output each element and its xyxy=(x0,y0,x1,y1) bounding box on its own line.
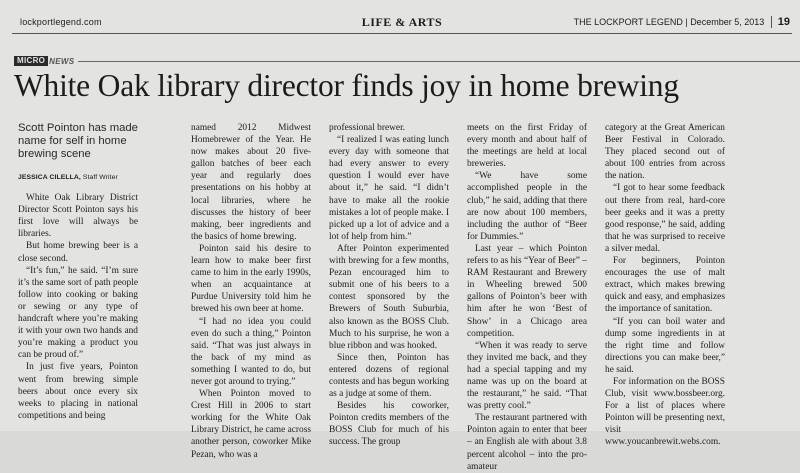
paragraph: category at the Great American Beer Festival in Colorado. They placed second out of about 100 entries from across the nation. xyxy=(605,123,725,182)
deck: Scott Pointon has made name for self in home brewing scene xyxy=(18,122,138,160)
paper-name: THE LOCKPORT LEGEND xyxy=(573,17,683,27)
column-1 xyxy=(18,122,138,422)
paragraph: Since then, Pointon has entered dozens of regional contests and has begun working as a judge at some of them. xyxy=(329,352,449,400)
article-body xyxy=(18,122,794,472)
paragraph: meets on the first Friday of every month and about half of the meetings are held at local breweries. xyxy=(467,123,587,170)
paragraph: “If you can boil water and dump some ingredients in at the right time and follow directions you can make beer,” he said. xyxy=(605,316,725,375)
column-4 xyxy=(467,122,587,473)
masthead-info: THE LOCKPORT LEGEND | December 5, 2013 19 xyxy=(573,16,790,28)
column-2 xyxy=(191,122,311,461)
micro-news-kicker xyxy=(14,56,800,66)
byline-role: Staff Writer xyxy=(82,174,118,181)
column-5 xyxy=(605,122,725,449)
kicker-box: MICRO xyxy=(14,56,48,66)
paragraph: But home brewing beer is a close second. xyxy=(18,241,138,264)
kicker-text: NEWS xyxy=(49,56,75,66)
paragraph: “When it was ready to serve they invited me back, and they had a special tapping and my name was up on the board at the restaurant,” he said. “That was pretty cool.” xyxy=(467,340,587,412)
issue-date: December 5, 2013 xyxy=(690,17,765,27)
paragraph: named 2012 Midwest Homebrewer of the Year. He now makes about 20 five-gallon batches of beer each year and regularly does presentations on his hobby at local libraries, where he discusses the history of beer making, beer ingredients and the basics of home brewing. xyxy=(191,123,311,242)
paragraph: For information on the BOSS Club, visit www.bossbeer.org. For a list of places where Pointon will be presenting next, visit www.youcanbrewit.webs.com. xyxy=(605,376,725,448)
website-url: lockportlegend.com xyxy=(20,17,102,27)
section-name: LIFE & ARTS xyxy=(361,15,443,29)
kicker-rule xyxy=(78,61,800,62)
paragraph: “It’s fun,” he said. “I’m sure it’s the same sort of path people follow into cooking or baking or sewing or any type of handcraft where you’re making it with your own two hands and you’re making a product you can be proud of.” xyxy=(18,265,138,361)
headline: White Oak library director finds joy in home brewing xyxy=(14,68,679,103)
page-number: 19 xyxy=(771,16,790,28)
paragraph: “I got to hear some feedback out there from real, hard-core beer geeks and it was a pretty good response,” he said, adding that he was surprised to receive a silver medal. xyxy=(605,183,725,254)
paragraph: “We have some accomplished people in the club,” he said, adding that there are now about 100 members, including the author of “Beer for Dummies.” xyxy=(467,171,587,242)
paragraph: For beginners, Pointon encourages the use of malt extract, which makes brewing quick and easy, and emphasizes the importance of sanitation. xyxy=(605,256,725,315)
byline-name: JESSICA CILELLA, xyxy=(18,174,81,181)
paragraph: After Pointon experimented with brewing for a few months, Pezan encouraged him to submit one of his beers to a contest sponsored by the Brewers of South Suburbia, also known as the BOSS Club. Much to his surprise, he won a blue ribbon and was hooked. xyxy=(329,243,449,351)
running-header xyxy=(12,5,792,34)
column-3 xyxy=(329,122,449,449)
paragraph: Besides his coworker, Pointon credits members of the BOSS Club for much of his success. The group xyxy=(329,401,449,448)
paragraph: professional brewer. xyxy=(329,123,406,133)
paragraph: “I had no idea you could even do such a thing,” Pointon said. “That was just always in the back of my mind as something I wanted to do, but never got around to trying.” xyxy=(191,316,311,387)
paragraph: In just five years, Pointon went from brewing simple beers about once every six weeks to placing in national competitions and being xyxy=(18,362,138,421)
paragraph: Last year – which Pointon refers to as his “Year of Beer” – RAM Restaurant and Brewery in Wheeling brewed 500 gallons of Pointon’s beer with him after he won ‘Best of Show’ in a Chicago area competition. xyxy=(467,243,587,339)
paragraph: “I realized I was eating lunch every day with someone that had every answer to every question I would ever have about it,” he said. “I didn’t have to make all the rookie mistakes a lot of people make. I picked up a lot of advice and a lot of help from him.” xyxy=(329,135,449,242)
byline xyxy=(18,172,138,184)
paragraph: Pointon said his desire to learn how to make beer first came to him in the early 1990s, when an acquaintance at Purdue University told him he brewed his own beer at home. xyxy=(191,243,311,315)
paragraph: When Pointon moved to Crest Hill in 2006 to start working for the White Oak Library District, he came across another person, coworker Mike Pezan, who was a xyxy=(191,389,312,460)
paragraph: White Oak Library District Director Scott Pointon says his first love will always be libraries. xyxy=(18,193,138,240)
paragraph: The restaurant partnered with Pointon again to enter that beer – an English ale with about 3.8 percent alcohol – into the pro-amateur xyxy=(467,413,587,472)
